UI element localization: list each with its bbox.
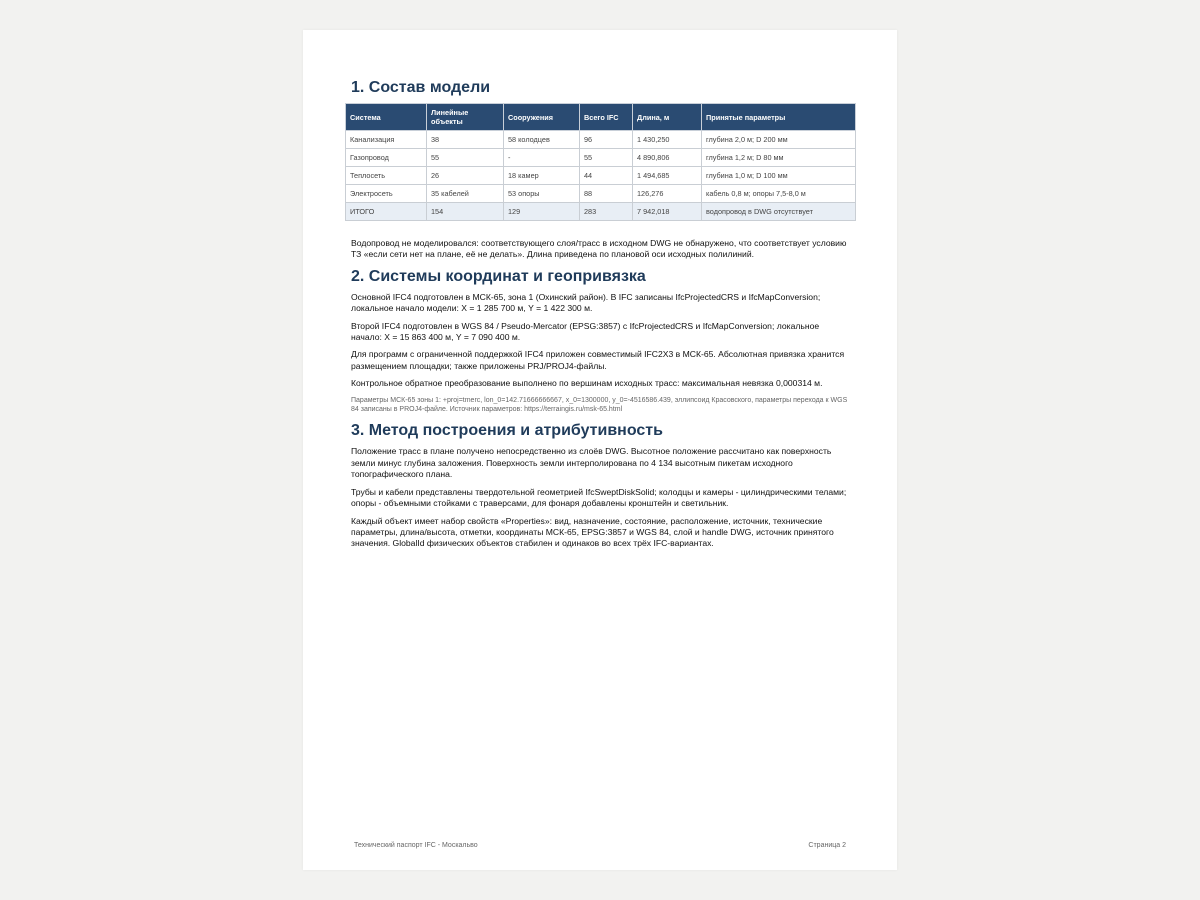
table-cell: 35 кабелей xyxy=(427,185,504,203)
footer-page-number: Страница 2 xyxy=(808,842,846,849)
table-cell: глубина 1,0 м; D 100 мм xyxy=(702,167,856,185)
table-cell: 53 опоры xyxy=(504,185,580,203)
table-cell: ИТОГО xyxy=(346,203,427,221)
header-system: Система xyxy=(346,104,427,131)
water-supply-note: Водопровод не моделировался: соответствующего слоя/трасс в исходном DWG не обнаружено, что соответствует условию ТЗ «если сети нет на плане, её не делать». Длина приведена по плановой оси исходных полилиний. xyxy=(351,238,847,260)
header-structures: Сооружения xyxy=(504,104,580,131)
table-row xyxy=(346,185,856,203)
table-cell: 18 камер xyxy=(504,167,580,185)
section-2-heading: 2. Системы координат и геопривязка xyxy=(351,267,646,285)
table-cell: - xyxy=(504,149,580,167)
table-row xyxy=(346,131,856,149)
table-cell: глубина 1,2 м; D 80 мм xyxy=(702,149,856,167)
table-cell: глубина 2,0 м; D 200 мм xyxy=(702,131,856,149)
paragraph: Второй IFC4 подготовлен в WGS 84 / Pseudo-Mercator (EPSG:3857) с IfcProjectedCRS и IfcMapConversion; локальное начало: X = 15 863 400 м, Y = 7 090 400 м. xyxy=(351,320,820,343)
section-1-heading: 1. Состав модели xyxy=(351,79,491,96)
paragraph: Контрольное обратное преобразование выполнено по вершинам исходных трасс: максимальная невязка 0,000314 м. xyxy=(351,378,823,389)
table-cell: Канализация xyxy=(346,131,427,149)
table-cell: Теплосеть xyxy=(346,167,427,185)
table-cell: водопровод в DWG отсутствует xyxy=(702,203,856,221)
footer-document-title: Технический паспорт IFC - Москальво xyxy=(354,842,478,849)
table-cell: 283 xyxy=(580,203,633,221)
msk65-parameters-note: Параметры МСК-65 зоны 1: +proj=tmerc, lon_0=142.71666666667, x_0=1300000, y_0=-4516586.439, эллипсоид Красовского, параметры перехода к WGS 84 записаны в PROJ4-файле. Источник параметров: https://terraingis.ru/msk-65.html xyxy=(351,396,848,414)
table-cell: 58 колодцев xyxy=(504,131,580,149)
table-row xyxy=(346,167,856,185)
table-cell: 44 xyxy=(580,167,633,185)
table-cell: 55 xyxy=(580,149,633,167)
header-length: Длина, м xyxy=(633,104,702,131)
table-header-row xyxy=(346,104,856,131)
table-cell: 154 xyxy=(427,203,504,221)
table-cell: 88 xyxy=(580,185,633,203)
section-3-heading: 3. Метод построения и атрибутивность xyxy=(351,422,663,440)
paragraph: Каждый объект имеет набор свойств «Properties»: вид, назначение, состояние, расположение, источник, технические параметры, длина/высота, отметки, координаты МСК-65, EPSG:3857 и WGS 84, слой и handle DWG, источник принятого значения. GlobalId физических объектов стабилен и одинаков во всех трёх IFC-вариантах. xyxy=(351,515,834,549)
header-total-ifc: Всего IFC xyxy=(580,104,633,131)
table-cell: 129 xyxy=(504,203,580,221)
table-cell: Газопровод xyxy=(346,149,427,167)
paragraph: Для программ с ограниченной поддержкой IFC4 приложен совместимый IFC2X3 в МСК-65. Абсолютная привязка хранится размещением площадки; также приложены PRJ/PROJ4-файлы. xyxy=(351,349,845,371)
table-row xyxy=(346,149,856,167)
table-cell: 1 430,250 xyxy=(633,131,702,149)
table-cell: Электросеть xyxy=(346,185,427,203)
document-page xyxy=(303,30,897,870)
paragraph: Основной IFC4 подготовлен в МСК-65, зона 1 (Охинский район). В IFC записаны IfcProjectedCRS и IfcMapConversion; локальное начало модели: X = 1 285 700 м, Y = 1 422 300 м. xyxy=(351,291,821,314)
model-composition-table xyxy=(345,103,856,221)
table-cell: кабель 0,8 м; опоры 7,5-8,0 м xyxy=(702,185,856,203)
table-cell: 4 890,806 xyxy=(633,149,702,167)
table-total-row xyxy=(346,203,856,221)
page-content xyxy=(351,78,851,550)
header-linear-objects: Линейные объекты xyxy=(427,104,504,131)
table-cell: 55 xyxy=(427,149,504,167)
header-parameters: Принятые параметры xyxy=(702,104,856,131)
table-cell: 7 942,018 xyxy=(633,203,702,221)
paragraph: Трубы и кабели представлены твердотельной геометрией IfcSweptDiskSolid; колодцы и камеры - цилиндрическими телами; опоры - объемными стойками с траверсами, для фонаря добавлены кронштейн и светильник. xyxy=(351,486,847,509)
table-cell: 1 494,685 xyxy=(633,167,702,185)
table-cell: 38 xyxy=(427,131,504,149)
table-cell: 26 xyxy=(427,167,504,185)
table-cell: 96 xyxy=(580,131,633,149)
paragraph: Положение трасс в плане получено непосредственно из слоёв DWG. Высотное положение рассчитано как поверхность земли минус глубина заложения. Поверхность земли интерполирована по 4 134 высотным пикетам исходного топографического плана. xyxy=(351,446,832,480)
table-cell: 126,276 xyxy=(633,185,702,203)
